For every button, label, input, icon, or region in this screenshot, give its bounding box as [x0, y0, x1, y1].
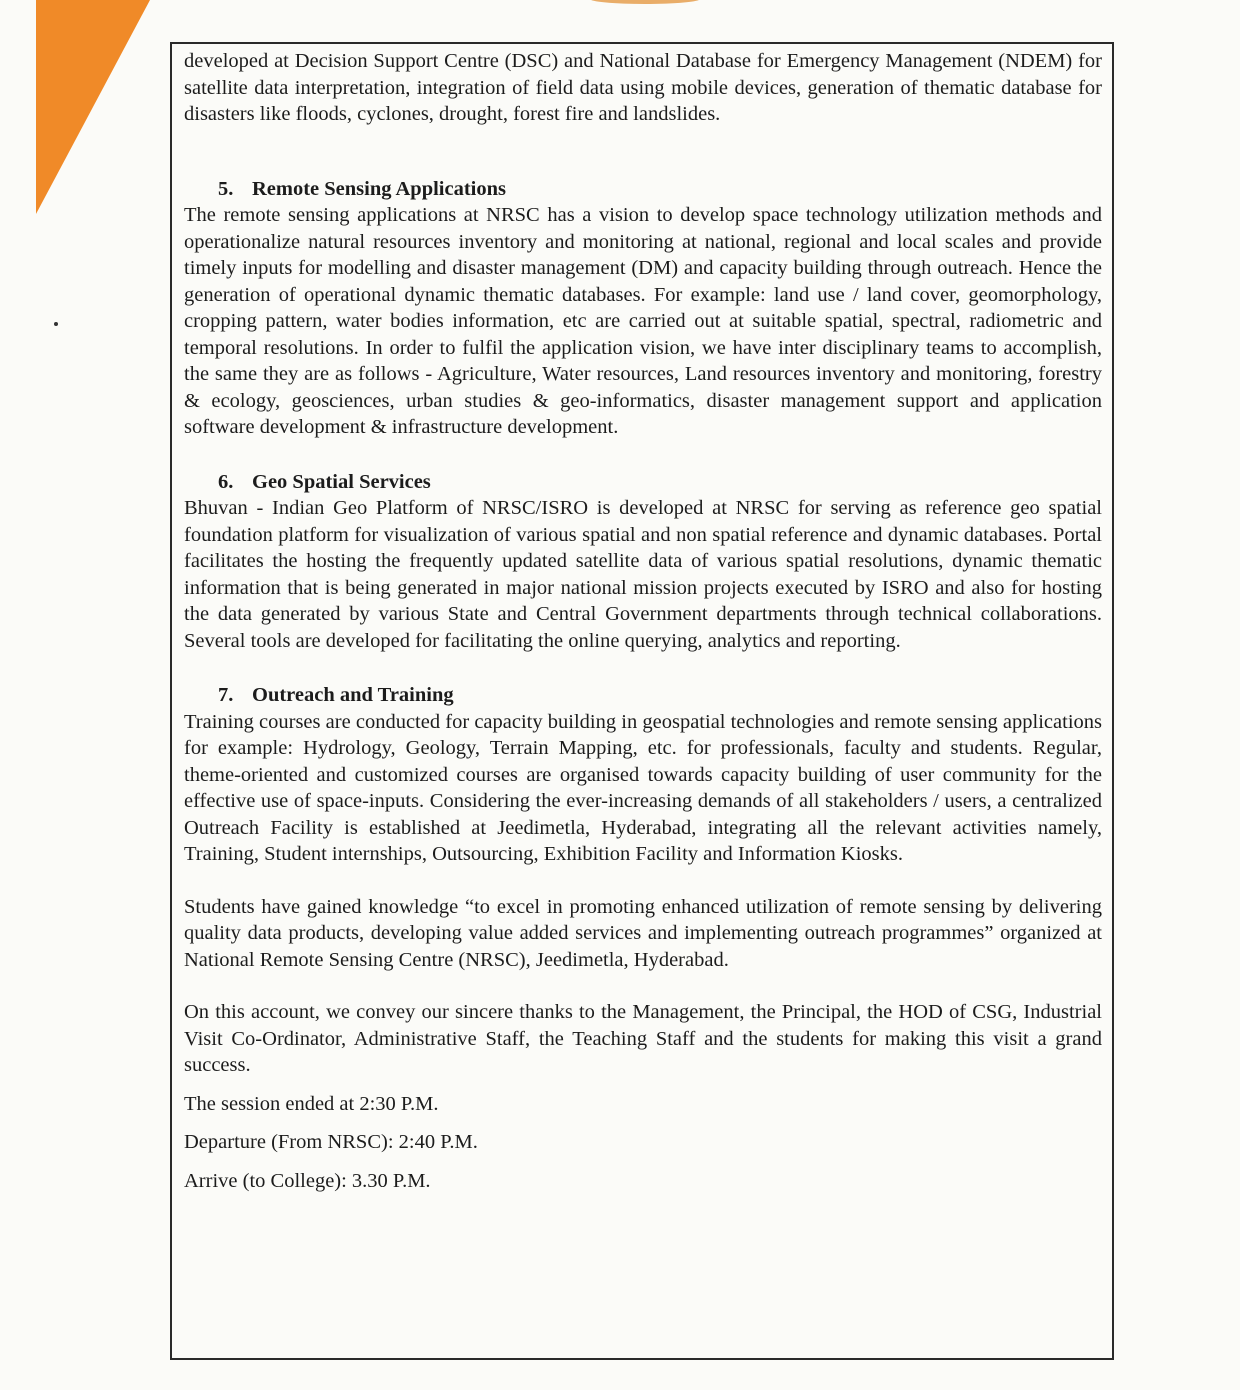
section-heading	[184, 682, 1102, 709]
section-body: Training courses are conducted for capacity building in geospatial technologies and remote sensing applications for example: Hydrology, Geology, Terrain Mapping, etc. for professionals, faculty and students. Regular, theme-oriented and customized courses are organised towards capacity building of user community for the effective use of space-inputs. Considering the ever-increasing demands of all stakeholders / users, a centralized Outreach Facility is established at Jeedimetla, Hyderabad, integrating all the relevant activities namely, Training, Student internships, Outsourcing, Exhibition Facility and Information Kiosks.	[184, 710, 1102, 865]
orange-top-mark	[590, 0, 700, 4]
section-heading	[184, 176, 1102, 203]
section-number: 5.	[218, 177, 234, 200]
students-paragraph: Students have gained knowledge “to excel in promoting enhanced utilization of remote sensing by delivering quality data products, developing value added services and implementing outreach programmes” organized at National Remote Sensing Centre (NRSC), Jeedimetla, Hyderabad.	[184, 895, 1102, 971]
section-geo-spatial-services	[184, 469, 1102, 655]
section-remote-sensing-applications	[184, 176, 1102, 441]
section-heading	[184, 469, 1102, 496]
section-body: Bhuvan - Indian Geo Platform of NRSC/ISRO is developed at NRSC for serving as reference geo spatial foundation platform for visualization of various spatial and non spatial reference and dynamic databases. Portal facilitates the hosting the frequently updated satellite data of various spatial resolutions, dynamic thematic information that is being generated in major national mission projects executed by ISRO and also for hosting the data generated by various State and Central Government departments through technical collaborations. Several tools are developed for facilitating the online querying, analytics and reporting.	[184, 497, 1102, 652]
margin-speck	[54, 322, 58, 326]
arrival-line: Arrive (to College): 3.30 P.M.	[184, 1169, 431, 1192]
intro-paragraph: developed at Decision Support Centre (DSC) and National Database for Emergency Management (NDEM) for satellite data interpretation, integration of field data using mobile devices, generation of thematic database for disasters like floods, cyclones, drought, forest fire and landslides.	[184, 50, 1102, 125]
section-title: Outreach and Training	[252, 684, 454, 706]
section-number: 7.	[218, 684, 234, 706]
departure-line: Departure (From NRSC): 2:40 P.M.	[184, 1131, 478, 1153]
orange-corner-graphic	[0, 0, 160, 220]
section-body: The remote sensing applications at NRSC has a vision to develop space technology utilization methods and operationalize natural resources inventory and monitoring at national, regional and local scales and provide timely inputs for modelling and disaster management (DM) and capacity building through outreach. Hence the generation of operational dynamic thematic databases. For example: land use / land cover, geomorphology, cropping pattern, water bodies information, etc are carried out at suitable spatial, spectral, radiometric and temporal resolutions. In order to fulfil the application vision, we have inter disciplinary teams to accomplish, the same they are as follows - Agriculture, Water resources, Land resources inventory and monitoring, forestry & ecology, geosciences, urban studies & geo-informatics, disaster management support and application software development & infrastructure development.	[184, 204, 1102, 438]
section-title: Remote Sensing Applications	[252, 177, 506, 200]
document-body	[184, 48, 1102, 1194]
section-title: Geo Spatial Services	[252, 470, 431, 493]
thanks-paragraph: On this account, we convey our sincere thanks to the Management, the Principal, the HOD of CSG, Industrial Visit Co-Ordinator, Administrative Staff, the Teaching Staff and the students for making this visit a grand success.	[184, 1001, 1102, 1076]
document-frame	[170, 42, 1114, 1360]
section-number: 6.	[218, 470, 234, 493]
section-outreach-and-training	[184, 682, 1102, 868]
session-end-line: The session ended at 2:30 P.M.	[184, 1092, 439, 1115]
